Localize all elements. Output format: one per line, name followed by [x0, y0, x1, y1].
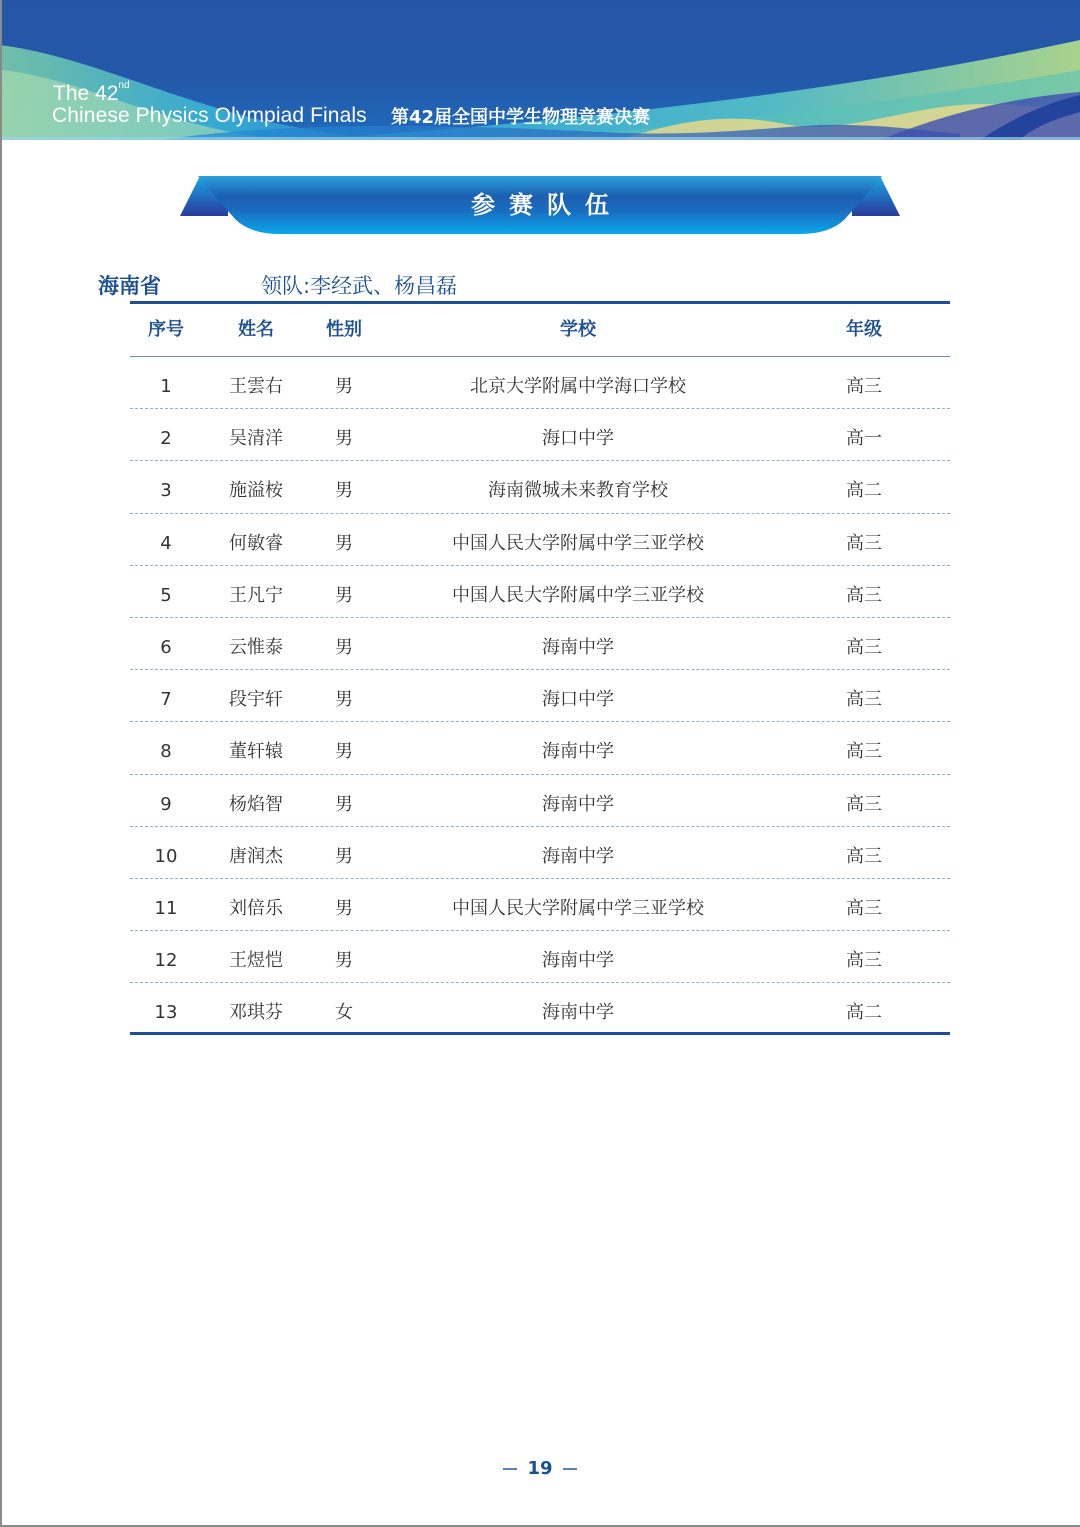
cell-gender: 男 [335, 950, 353, 972]
cell-gender: 男 [335, 689, 353, 711]
cell-gender: 男 [335, 897, 353, 919]
cell-name: 云惟泰 [229, 636, 283, 658]
table-header-row [130, 304, 950, 357]
team-leaders [261, 272, 457, 300]
cell-name: 施溢桉 [229, 480, 283, 502]
cell-gender: 男 [335, 532, 353, 554]
table-row [130, 357, 950, 409]
cell-no: 11 [154, 897, 178, 919]
cell-name: 王煜恺 [229, 950, 283, 972]
cell-grade: 高一 [846, 428, 882, 450]
cell-name: 刘倍乐 [229, 897, 283, 919]
cell-no: 6 [160, 636, 172, 658]
page-number-value: 19 [527, 1458, 553, 1479]
cell-no: 7 [160, 689, 172, 711]
cell-name: 吴清洋 [229, 428, 283, 450]
cell-name: 唐润杰 [229, 845, 283, 867]
cell-grade: 高三 [846, 897, 882, 919]
cell-school: 海南中学 [542, 741, 614, 763]
cell-school: 海南中学 [542, 636, 614, 658]
cell-school: 海南中学 [542, 793, 614, 815]
cell-name: 王雲右 [229, 376, 283, 397]
cell-gender: 男 [335, 584, 353, 606]
cell-name: 段宇轩 [229, 689, 283, 711]
header-event-name: Chinese Physics Olympiad Finals [52, 104, 367, 127]
cell-gender: 男 [335, 845, 353, 867]
table-row [130, 461, 950, 513]
cell-no: 2 [160, 428, 172, 450]
header-edition: The 42nd [53, 80, 130, 105]
cell-grade: 高二 [846, 480, 882, 502]
cell-school: 海南中学 [542, 1002, 614, 1024]
cell-no: 10 [154, 845, 178, 867]
table-row [130, 879, 950, 931]
cell-school: 北京大学附属中学海口学校 [470, 376, 686, 397]
leaders-names: 李经武、杨昌磊 [310, 274, 458, 298]
cell-school: 中国人民大学附属中学三亚学校 [452, 532, 704, 554]
cell-no: 1 [160, 376, 172, 397]
cell-no: 13 [154, 1002, 178, 1024]
cell-gender: 男 [335, 636, 353, 658]
cell-grade: 高三 [846, 689, 882, 711]
cell-name: 何敏睿 [229, 532, 283, 554]
dash-right-icon [563, 1468, 577, 1470]
table-row [130, 775, 950, 827]
cell-gender: 男 [335, 793, 353, 815]
table-row [130, 409, 950, 461]
table-row [130, 722, 950, 774]
team-roster-table [130, 304, 950, 1035]
table-row [130, 670, 950, 722]
cell-grade: 高三 [846, 376, 882, 397]
table-row [130, 983, 950, 1035]
cell-grade: 高三 [846, 584, 882, 606]
header-banner [0, 0, 1080, 140]
cell-grade: 高三 [846, 636, 882, 658]
page-number [0, 1456, 1080, 1482]
province-name: 海南省 [98, 274, 161, 298]
cell-grade: 高三 [846, 950, 882, 972]
table-row [130, 618, 950, 670]
cell-name: 董轩辕 [229, 741, 283, 763]
cell-grade: 高三 [846, 845, 882, 867]
cell-school: 海南中学 [542, 845, 614, 867]
leaders-label: 领队: [261, 274, 311, 298]
section-ribbon [180, 176, 900, 236]
cell-school: 海南中学 [542, 950, 614, 972]
cell-school: 海南微城未来教育学校 [488, 480, 668, 502]
cell-no: 9 [160, 793, 172, 815]
cell-school: 海口中学 [542, 428, 614, 450]
cell-grade: 高三 [846, 532, 882, 554]
cell-no: 8 [160, 741, 172, 763]
header-name: 姓名 [238, 319, 274, 340]
cell-no: 4 [160, 532, 172, 554]
table-row [130, 931, 950, 983]
cell-name: 杨焰智 [229, 793, 283, 815]
table-row [130, 827, 950, 879]
section-title: 参赛队伍 [471, 191, 623, 219]
cell-grade: 高二 [846, 1002, 882, 1024]
cell-no: 3 [160, 480, 172, 502]
cell-name: 邓琪芬 [229, 1002, 283, 1024]
cell-gender: 男 [335, 480, 353, 502]
cell-grade: 高三 [846, 741, 882, 763]
cell-gender: 女 [335, 1002, 353, 1024]
cell-no: 12 [154, 950, 178, 972]
cell-name: 王凡宁 [229, 584, 283, 606]
header-event-name-cn: 第42届全国中学生物理竞赛决赛 [391, 107, 651, 128]
cell-school: 中国人民大学附属中学三亚学校 [452, 897, 704, 919]
header-school: 学校 [560, 319, 596, 340]
cell-gender: 男 [335, 741, 353, 763]
cell-gender: 男 [335, 428, 353, 450]
cell-school: 海口中学 [542, 689, 614, 711]
dash-left-icon [503, 1468, 517, 1470]
header-grade: 年级 [846, 319, 882, 340]
cell-school: 中国人民大学附属中学三亚学校 [452, 584, 704, 606]
table-row [130, 514, 950, 566]
cell-no: 5 [160, 584, 172, 606]
header-no: 序号 [148, 319, 184, 340]
header-gender: 性别 [326, 319, 362, 340]
cell-gender: 男 [335, 376, 353, 397]
table-row [130, 566, 950, 618]
cell-grade: 高三 [846, 793, 882, 815]
